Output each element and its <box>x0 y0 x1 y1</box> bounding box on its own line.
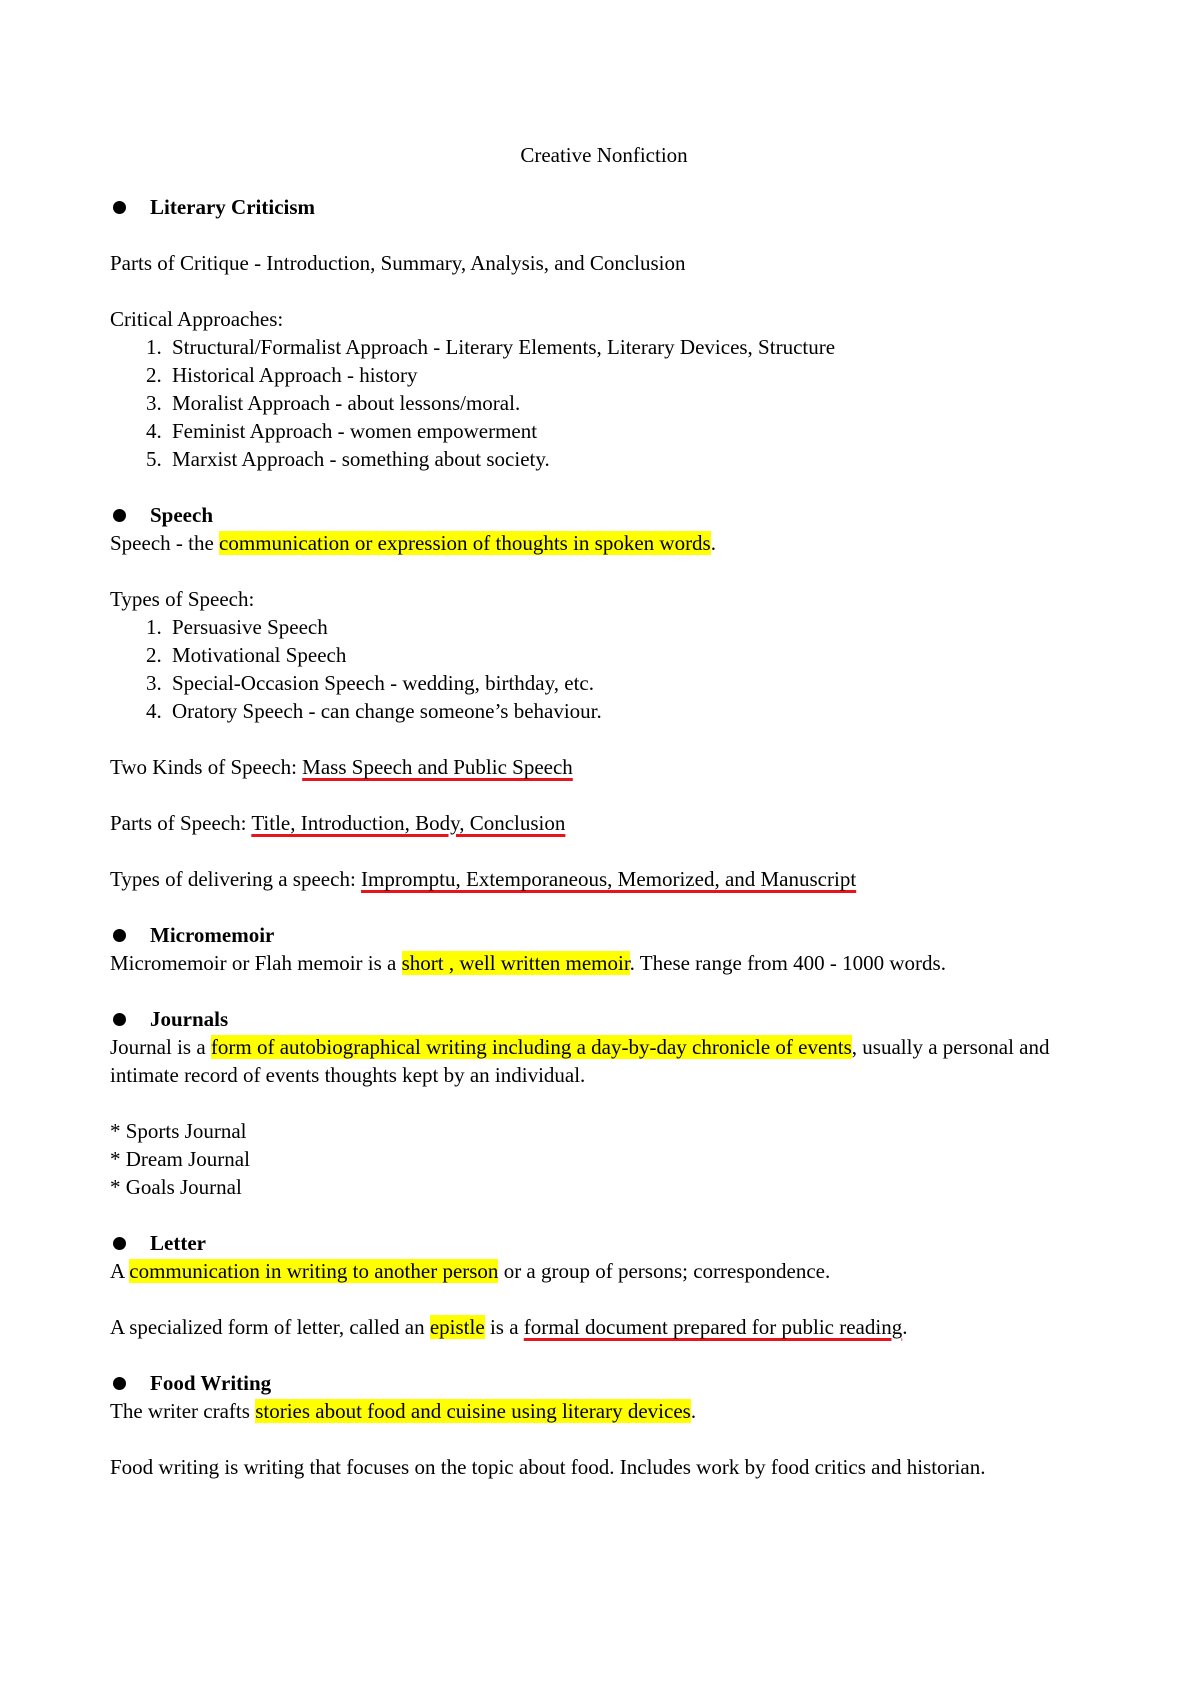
approaches-label: Critical Approaches: <box>110 307 284 331</box>
underlined-text: formal document prepared for public reading <box>523 1315 903 1339</box>
section-heading-speech: Speech <box>110 501 1110 529</box>
list-item: 1. Persuasive Speech <box>146 615 328 639</box>
bullet-icon <box>113 929 126 942</box>
bullet-icon <box>113 1237 126 1250</box>
list-item: 1. Structural/Formalist Approach - Literary Elements, Literary Devices, Structure <box>146 335 836 359</box>
section-heading-food-writing: Food Writing <box>110 1369 1110 1397</box>
bullet-icon <box>113 1013 126 1026</box>
micromemoir-definition: Micromemoir or Flah memoir is a short , well written memoir. These range from 400 - 1000 words. <box>110 951 946 975</box>
list-item: * Dream Journal <box>110 1147 250 1171</box>
section-heading-literary-criticism: Literary Criticism <box>110 193 1110 221</box>
journals-definition: Journal is a form of autobiographical writing including a day-by-day chronicle of events, usually a personal and intimate record of events thoughts kept by an individual. <box>110 1035 1050 1087</box>
section-heading-journals: Journals <box>110 1005 1110 1033</box>
speech-delivery: Types of delivering a speech: Impromptu, Extemporaneous, Memorized, and Manuscript <box>110 867 857 891</box>
section-heading-micromemoir: Micromemoir <box>110 921 1110 949</box>
list-item: 4. Oratory Speech - can change someone’s behaviour. <box>146 699 602 723</box>
speech-definition: Speech - the communication or expression of thoughts in spoken words. <box>110 531 716 555</box>
bullet-icon <box>113 201 126 214</box>
bullet-icon <box>113 509 126 522</box>
epistle-definition: A specialized form of letter, called an epistle is a formal document prepared for public reading. <box>110 1315 908 1339</box>
speech-kinds: Two Kinds of Speech: Mass Speech and Public Speech <box>110 755 573 779</box>
list-item: * Sports Journal <box>110 1119 247 1143</box>
list-item: 3. Moralist Approach - about lessons/moral. <box>146 391 521 415</box>
highlighted-text: communication in writing to another person <box>129 1259 499 1283</box>
section-heading-letter: Letter <box>110 1229 1110 1257</box>
speech-types-list <box>110 613 1110 725</box>
highlighted-text: form of autobiographical writing including a day-by-day chronicle of events <box>210 1035 852 1059</box>
speech-types-label: Types of Speech: <box>110 587 255 611</box>
approaches-list <box>110 333 1110 473</box>
underlined-text: Mass Speech and Public Speech <box>302 755 573 779</box>
list-item: 2. Historical Approach - history <box>146 363 418 387</box>
list-item: 3. Special-Occasion Speech - wedding, birthday, etc. <box>146 671 594 695</box>
highlighted-text: short , well written memoir <box>401 951 630 975</box>
critique-parts: Parts of Critique - Introduction, Summary, Analysis, and Conclusion <box>110 251 686 275</box>
highlighted-text: epistle <box>429 1315 485 1339</box>
document-title: Creative Nonfiction <box>520 143 688 167</box>
bullet-icon <box>113 1377 126 1390</box>
underlined-text: Title, Introduction, Body, Conclusion <box>251 811 566 835</box>
underlined-text: Impromptu, Extemporaneous, Memorized, and Manuscript <box>361 867 857 891</box>
highlighted-text: stories about food and cuisine using literary devices <box>255 1399 691 1423</box>
speech-parts: Parts of Speech: Title, Introduction, Body, Conclusion <box>110 811 566 835</box>
highlighted-text: communication or expression of thoughts in spoken words <box>219 531 711 555</box>
letter-definition: A communication in writing to another person or a group of persons; correspondence. <box>110 1259 831 1283</box>
food-writing-definition: The writer crafts stories about food and cuisine using literary devices. <box>110 1399 697 1423</box>
list-item: 5. Marxist Approach - something about society. <box>146 447 550 471</box>
list-item: * Goals Journal <box>110 1175 242 1199</box>
food-writing-paragraph: Food writing is writing that focuses on the topic about food. Includes work by food critics and historian. <box>110 1455 986 1479</box>
list-item: 2. Motivational Speech <box>146 643 347 667</box>
list-item: 4. Feminist Approach - women empowerment <box>146 419 538 443</box>
